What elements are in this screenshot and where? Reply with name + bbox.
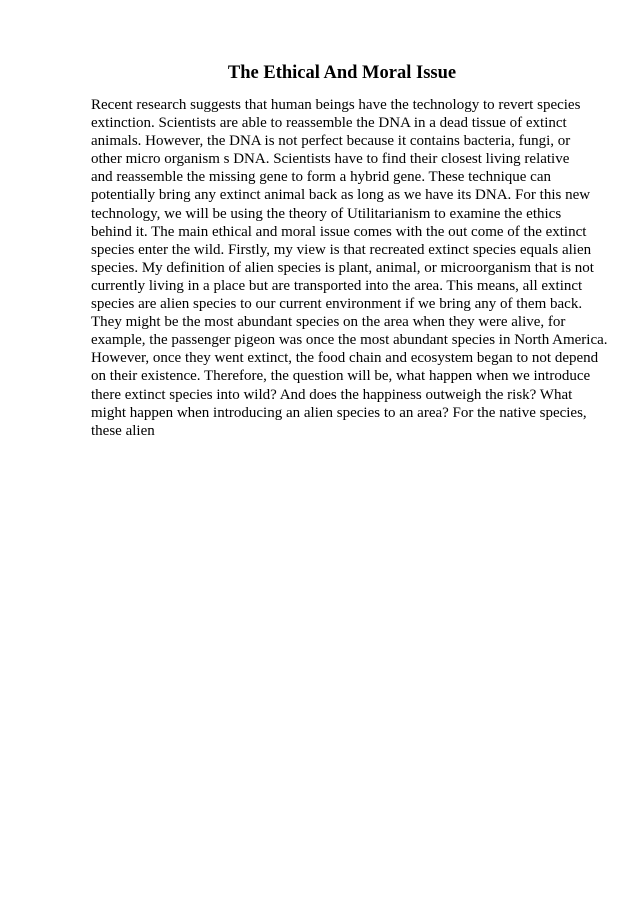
body-line: currently living in a place but are transported into the area. This means, all extinct (91, 277, 583, 294)
body-line: species. My definition of alien species is plant, animal, or microorganism that is not (91, 259, 594, 276)
body-line: species enter the wild. Firstly, my view is that recreated extinct species equals alien (91, 241, 592, 258)
body-line: animals. However, the DNA is not perfect because it contains bacteria, fungi, or (91, 133, 571, 150)
body-line: example, the passenger pigeon was once the most abundant species in North America. (91, 332, 608, 349)
body-line: They might be the most abundant species on the area when they were alive, for (91, 314, 566, 331)
body-line: extinction. Scientists are able to reassemble the DNA in a dead tissue of extinct (91, 115, 567, 132)
body-line: Recent research suggests that human beings have the technology to revert species (91, 97, 581, 113)
body-line: might happen when introducing an alien species to an area? For the native species, (91, 404, 587, 421)
body-line: technology, we will be using the theory of Utilitarianism to examine the ethics (91, 205, 562, 222)
body-line: there extinct species into wild? And does the happiness outweigh the risk? What (91, 386, 573, 403)
body-line: However, once they went extinct, the food chain and ecosystem began to not depend (91, 350, 599, 367)
document-body (91, 96, 621, 440)
body-line: these alien (91, 422, 155, 439)
body-line: and reassemble the missing gene to form a hybrid gene. These technique can (91, 169, 551, 186)
document-title: The Ethical And Moral Issue (227, 63, 457, 83)
body-line: species are alien species to our current environment if we bring any of them back. (91, 296, 583, 313)
body-line: other micro organism s DNA. Scientists have to find their closest living relative (91, 151, 570, 168)
body-line: on their existence. Therefore, the question will be, what happen when we introduce (91, 368, 591, 385)
body-line: potentially bring any extinct animal back as long as we have its DNA. For this new (91, 187, 591, 204)
body-line: behind it. The main ethical and moral issue comes with the out come of the extinct (91, 223, 587, 240)
